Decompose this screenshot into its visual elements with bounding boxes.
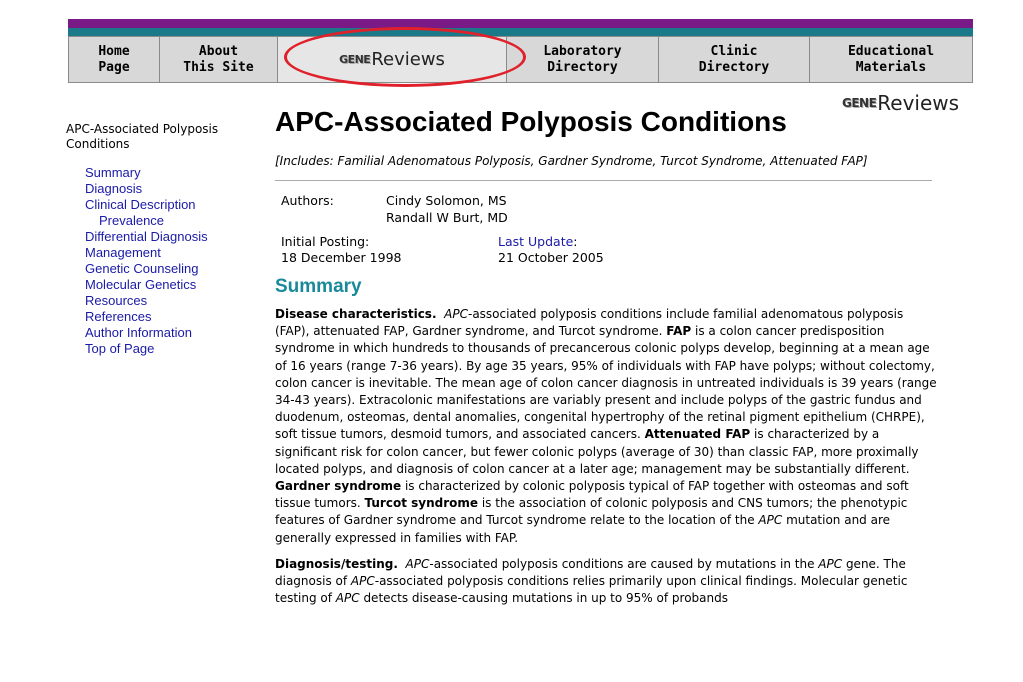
text-segment: is the association of colonic polyposis and CNS tumors; the phenotypic features of Gardner syndrome and Turcot syndrome relate to the location of the (275, 496, 908, 528)
authors-label: Authors: (281, 193, 334, 208)
dates-block (281, 234, 935, 266)
term-fap: FAP (666, 324, 692, 339)
term-gardner-syndrome: Gardner syndrome (275, 479, 402, 494)
author-name: Cindy Solomon, MS (386, 193, 507, 208)
nav-clinic-directory[interactable] (659, 37, 810, 82)
sidebar-link-resources[interactable]: Resources (85, 293, 148, 308)
top-navigation (68, 19, 973, 83)
sidebar-link-summary[interactable]: Summary (85, 165, 141, 180)
term-turcot-syndrome: Turcot syndrome (364, 496, 479, 511)
nav-about-this-site[interactable] (160, 37, 278, 82)
corner-logo-gene: GENE (842, 96, 877, 110)
sidebar-link-diagnosis[interactable]: Diagnosis (85, 181, 143, 196)
nav-laboratory-directory[interactable] (507, 37, 659, 82)
text-segment: is characterized by a significant risk for colon cancer, but fewer colonic polyps (average of 30) than classic FAP, more proximally located polyps, and diagnosis of colon cancer at a later age; management may be substantially different. (275, 427, 919, 476)
sidebar-link-prevalence[interactable]: Prevalence (99, 213, 165, 228)
logo-reviews-text: Reviews (371, 48, 445, 70)
gene-name: APC (444, 307, 468, 321)
corner-logo-reviews: Reviews (877, 91, 960, 115)
sidebar-link-top-of-page[interactable]: Top of Page (85, 341, 155, 356)
gene-name: APC (758, 513, 783, 528)
gene-name: APC (350, 574, 375, 589)
sidebar-link-molecular-genetics[interactable]: Molecular Genetics (85, 277, 197, 292)
last-update-link[interactable]: Last Update (498, 234, 574, 249)
initial-posting-label: Initial Posting: (281, 234, 370, 249)
header-stripe-teal (68, 28, 973, 36)
initial-posting-date: 18 December 1998 (281, 250, 402, 265)
sidebar-link-genetic-counseling[interactable]: Genetic Counseling (85, 261, 199, 276)
initial-posting (281, 234, 498, 266)
sidebar-link-management[interactable]: Management (85, 245, 161, 260)
last-update (498, 234, 604, 266)
sidebar-link-references[interactable]: References (85, 309, 152, 324)
summary-heading: Summary (275, 276, 362, 297)
text-segment: -associated polyposis conditions are caused by mutations in the (429, 556, 819, 571)
sidebar-link-differential-diagnosis[interactable]: Differential Diagnosis (85, 229, 208, 244)
nav-educational-materials[interactable] (810, 37, 972, 82)
sidebar-link-clinical-description[interactable]: Clinical Description (85, 197, 196, 212)
gene-name: APC (405, 556, 430, 571)
text-segment: -associated polyposis conditions include familial adenomatous polyposis (FAP), attenuated FAP, Gardner syndrome, and Turcot syndrome. (275, 307, 904, 339)
nav-home-page[interactable] (69, 37, 160, 82)
sidebar-link-author-information[interactable]: Author Information (85, 325, 192, 340)
sidebar-links (66, 165, 266, 357)
disease-characteristics-paragraph (275, 306, 937, 547)
authors-list (386, 192, 508, 226)
text-segment: -associated polyposis conditions relies primarily upon clinical findings. Molecular genetic testing of (275, 574, 908, 606)
nav-clinic-label: Clinic Directory (698, 43, 770, 75)
last-update-colon: : (573, 234, 578, 249)
authors-block (281, 192, 935, 226)
sidebar-title: APC-Associated Polyposis Conditions (66, 122, 219, 151)
text-segment: gene. The diagnosis of (275, 556, 906, 589)
genereviews-logo (339, 48, 445, 70)
nav-laboratory-label: Laboratory Directory (543, 43, 622, 75)
nav-genereviews[interactable] (278, 37, 507, 82)
page-title: APC-Associated Polyposis Conditions (275, 106, 787, 137)
text-segment: detects disease-causing mutations in up to 95% of probands (359, 591, 728, 606)
gene-name: APC (335, 591, 360, 606)
disease-lead: Disease characteristics. (275, 307, 437, 321)
divider (275, 180, 932, 181)
author-name: Randall W Burt, MD (386, 210, 508, 225)
sidebar (66, 122, 266, 357)
nav-bar (68, 36, 973, 83)
gene-name: APC (818, 556, 843, 571)
text-segment: is characterized by colonic polyposis typical of FAP together with osteomas and soft tissue tumors. (275, 479, 909, 511)
logo-gene-text: GENE (339, 52, 371, 66)
nav-educational-label: Educational Materials (847, 43, 935, 75)
last-update-date: 21 October 2005 (498, 250, 604, 265)
includes-note: [Includes: Familial Adenomatous Polyposis, Gardner Syndrome, Turcot Syndrome, Attenuated FAP] (275, 154, 868, 168)
term-attenuated-fap: Attenuated FAP (644, 427, 751, 442)
main-content (275, 104, 935, 607)
text-segment: mutation and are generally expressed in families with FAP. (275, 513, 891, 545)
nav-home-label: Home Page (98, 43, 130, 75)
nav-about-label: About This Site (183, 43, 254, 75)
diagnosis-lead: Diagnosis/testing. (275, 556, 398, 571)
text-segment: is a colon cancer predisposition syndrome in which hundreds to thousands of precancerous colonic polyps develop, beginning at a mean age of 16 years (range 7-36 years). By age 35 years, 95% of individuals with FAP have polyps; without colectomy, colon cancer is inevitable. The mean age of colon cancer diagnosis in untreated individuals is 39 years (range 34-43 years). Extracolonic manifestations are variably present and include polyps of the gastric fundus and duodenum, osteomas, dental anomalies, congenital hypertrophy of the retinal pigment epithelium (CHRPE), soft tissue tumors, desmoid tumors, and associated cancers. (275, 324, 937, 442)
diagnosis-testing-paragraph (275, 556, 937, 608)
header-stripe-purple (68, 19, 973, 28)
